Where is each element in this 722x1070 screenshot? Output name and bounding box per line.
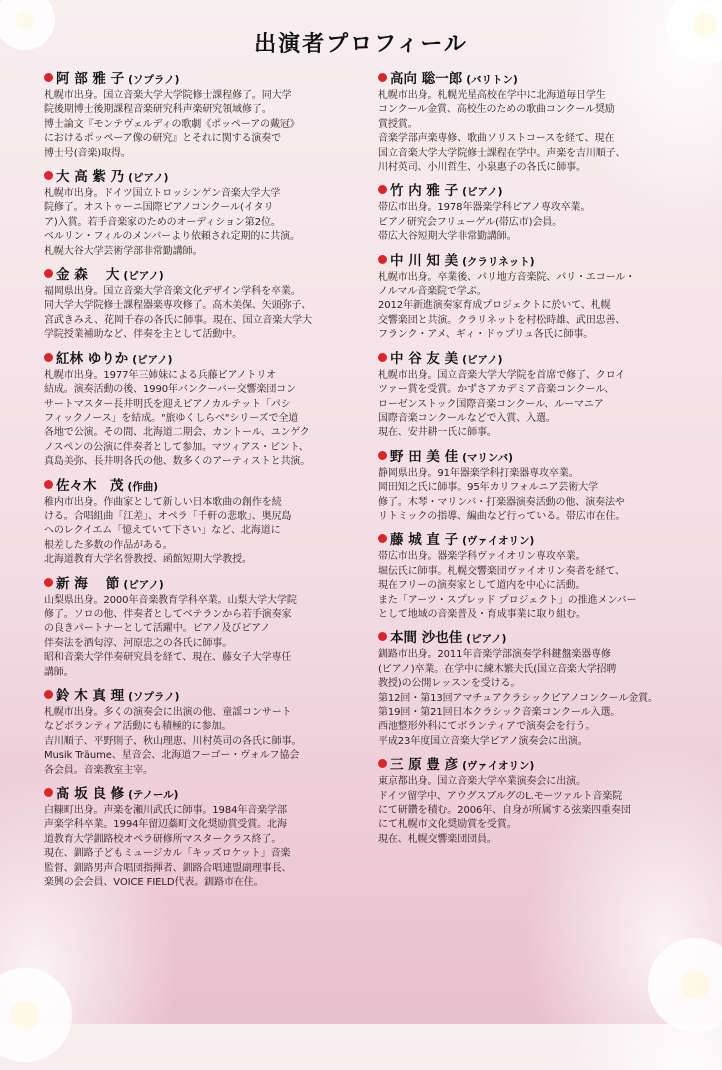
text-line: 交響楽団と共演。クラリネットを村松時雄、武田忠善、 (378, 314, 626, 326)
performer-name: 竹 内 雅 子 (390, 183, 459, 200)
performer-name: 本間 沙也佳 (390, 630, 463, 647)
right-column (378, 70, 700, 854)
text-line: 修了。木琴・マリンバ・打楽器演奏活動の他、演奏法や (378, 496, 625, 508)
text-line: フィックノース」を結成。"旅ゆくしらべ"シリーズで全道 (44, 412, 299, 424)
text-line: 西池整形外科にてボランティアで演奏会を行う。 (378, 721, 596, 733)
performer-name: 佐々木 茂 (56, 477, 124, 494)
profile-text (378, 467, 700, 525)
text-line: 帯広大谷短期大学非常勤講師。 (378, 231, 517, 243)
profile-text (378, 271, 700, 343)
text-line: 教授)の公開レッスンを受ける。 (378, 678, 521, 690)
bullet-icon (44, 578, 53, 587)
performer-role: (ソプラノ) (128, 691, 180, 703)
profile-text (378, 550, 700, 622)
performer-role: (ピアノ) (466, 633, 507, 646)
performer-name: 新 海 節 (56, 575, 120, 592)
text-line: Musik Träume、星音会、北海道フーゴー・ヴォルフ協会 (44, 750, 300, 762)
bullet-icon (378, 632, 387, 641)
profile-header (378, 756, 700, 775)
text-line: 各会員。音楽教室主宰。 (44, 764, 153, 776)
performer-role: (ヴァイオリン) (462, 760, 535, 773)
profile (378, 70, 700, 175)
bullet-icon (378, 185, 387, 194)
profile (44, 687, 366, 778)
text-line: 札幌市出身。国立音楽大学大学院修士課程修了。同大学 (44, 90, 292, 101)
bullet-icon (44, 353, 53, 362)
profile-header (44, 168, 366, 187)
bullet-icon (44, 269, 53, 278)
profile-header (378, 531, 700, 550)
profile (44, 168, 366, 259)
text-line: 講師。 (44, 666, 74, 678)
performer-name: 鈴 木 真 理 (56, 688, 125, 704)
profile-text (378, 369, 700, 441)
text-line: 稚内市出身。作曲家として新しい日本歌曲の創作を続 (44, 496, 282, 508)
bullet-icon (378, 255, 387, 264)
bullet-icon (378, 353, 387, 362)
text-line: として地域の音楽普及・育成事業に取り組む。 (378, 608, 586, 620)
profile-text (44, 706, 366, 778)
profile-header (378, 182, 700, 201)
performer-role: (ピアノ) (462, 353, 503, 366)
text-line: ドイツ留学中、アウグスブルグのL.モーツァルト音楽院 (378, 790, 623, 802)
profile (378, 448, 700, 525)
performer-role: (マリンバ) (462, 451, 513, 464)
text-line: 帯広市出身。1978年器楽学科ピアノ専攻卒業。 (378, 202, 591, 214)
text-line: 平成23年度国立音楽大学ピアノ演奏会に出演。 (378, 735, 588, 747)
text-line: におけるポッペーア像の研究』とそれに関する演奏で (44, 133, 282, 145)
performer-name: 金 森 大 (56, 267, 120, 284)
text-line: 楽興の会会員、VOICE FIELD代表。釧路市在住。 (44, 877, 264, 889)
text-line: 声楽学科卒業。1994年留辺蘂町文化奨励賞受賞。北海 (44, 819, 287, 831)
profile-text (44, 187, 366, 259)
bullet-icon (378, 73, 387, 82)
text-line: ノルマル音楽院で学ぶ。 (378, 286, 487, 298)
performer-name: 大 高 紫 乃 (56, 169, 125, 186)
profile (378, 756, 700, 847)
text-line: リトミックの指導、編曲など行っている。帯広市在住。 (378, 510, 626, 522)
profile-text (378, 89, 700, 175)
profile (44, 477, 366, 568)
text-line: 監督、釧路男声合唱団指揮者、釧路合唱連盟副理事長、 (44, 862, 292, 874)
text-line: 山梨県出身。2000年音楽教育学科卒業。山梨大学大学院 (44, 594, 297, 606)
text-line: 国際音楽コンクールなどで入賞、入選。 (378, 412, 556, 424)
profile-header (44, 477, 366, 496)
text-line: にて札幌市文化奨励賞を受賞。 (378, 819, 517, 831)
text-line: などボランティア活動にも積極的に参加。 (44, 721, 232, 733)
profile-header (44, 266, 366, 285)
text-line: 吉川順子、平野則子、秋山理恵、川村英司の各氏に師事。 (44, 735, 302, 747)
profile-header (378, 629, 700, 648)
text-line: 岡田知之氏に師事。95年カリフォルニア芸術大学 (378, 482, 598, 494)
text-line: (ピアノ)卒業。在学中に練木繁夫氏(国立音楽大学招聘 (378, 663, 617, 675)
performer-role: (ピアノ) (128, 172, 169, 185)
performer-role: (バリトン) (466, 74, 518, 86)
performer-role: (テノール) (128, 789, 179, 802)
text-line: 札幌市出身。ドイツ国立トロッシンゲン音楽大学大学 (44, 188, 281, 200)
performer-name: 紅林 ゆりか (56, 350, 129, 367)
text-line: 音楽学部声楽専修、歌曲ソリストコースを経て、現在 (378, 133, 615, 145)
text-line: へのレクイエム「憶えていて下さい」など、北海道に (44, 525, 281, 537)
text-line: 現在フリーの演奏家として道内を中心に活動。 (378, 580, 586, 592)
text-line: ローゼンストック国際音楽コンクール、ルーマニア (378, 398, 604, 410)
text-line: 静岡県出身。91年器楽学科打楽器専攻卒業。 (378, 467, 579, 479)
profile (44, 785, 366, 890)
text-line: 真島美弥、長井明各氏の他、数多くのアーティストと共演。 (44, 456, 311, 468)
bullet-icon (44, 788, 53, 797)
profile-header (378, 350, 700, 369)
bullet-icon (44, 480, 53, 489)
text-line: 現在、札幌交響楽団団員。 (378, 833, 497, 845)
text-line: 賞授賞。 (378, 118, 418, 130)
text-line: 堀伝氏に師事。札幌交響楽団ヴァイオリン奏者を経て、 (378, 565, 625, 577)
bullet-icon (378, 534, 387, 543)
performer-name: 中 谷 友 美 (390, 350, 459, 367)
text-line: 第12回・第13回アマチュアクラシックピアノコンクール金賞。 (378, 692, 658, 704)
profile-text (44, 89, 366, 161)
left-column (44, 70, 366, 897)
profile-header (44, 70, 366, 89)
text-line: 札幌市出身。多くの演奏会に出演の他、童謡コンサート (44, 707, 292, 718)
profile-header (378, 448, 700, 467)
performer-name: 藤 城 直 子 (390, 532, 459, 549)
performer-name: 阿 部 雅 子 (56, 71, 125, 87)
profile-header (378, 252, 700, 271)
profile-header (44, 687, 366, 706)
profile-text (44, 285, 366, 343)
text-line: 昭和音楽大学伴奏研究員を経て、現在、藤女子大学専任 (44, 652, 292, 664)
profile-header (44, 785, 366, 804)
text-line: 第19回・第21回日本クラシック音楽コンクール入選。 (378, 707, 621, 718)
text-line: 札幌市出身。卒業後、パリ地方音楽院、パリ・エコール・ (378, 271, 636, 283)
profile-text (378, 201, 700, 244)
profile (44, 575, 366, 680)
profile (378, 182, 700, 244)
text-line: 修了。ソロの他、伴奏者としてベテランから若手演奏家 (44, 608, 292, 620)
profile-text (378, 648, 700, 749)
bullet-icon (44, 73, 53, 82)
text-line: ノスペンの公演に伴奏者として参加。マツィアス・ピント、 (44, 441, 309, 453)
profile (378, 531, 700, 622)
page-title: 出演者プロフィール (254, 32, 468, 57)
performer-role: (ピアノ) (462, 186, 503, 199)
profile-text (44, 594, 366, 680)
performer-role: (ソプラノ) (128, 74, 180, 86)
text-line: 札幌市出身。1977年三姉妹による兵藤ピアノトリオ (44, 369, 277, 381)
text-line: 博士号(音楽)取得。 (44, 147, 131, 159)
text-line: 院後期博士後期課程音楽研究科声楽研究領域修了。 (44, 104, 272, 116)
text-line: 根差した多数の作品がある。 (44, 539, 173, 551)
text-line: 札幌大谷大学芸術学部非常勤講師。 (44, 245, 203, 257)
performer-role: (ピアノ) (132, 353, 173, 366)
text-line: ア)入賞。若手音楽家のためのオーディション第2位。 (44, 216, 281, 228)
text-line: 同大学大学院修士課程器楽専攻修了。高木美保、矢頭弥子、 (44, 300, 312, 312)
text-line: ベルリン・フィルのメンバーより依頼され定期的に共演。 (44, 231, 300, 243)
text-line: 学院授業補助など、伴奏を主として活動中。 (44, 329, 242, 341)
bullet-icon (44, 690, 53, 699)
performer-name: 野 田 美 佳 (390, 448, 459, 465)
performer-role: (ピアノ) (123, 270, 164, 283)
text-line: 現在、釧路子どもミュージカル「キッズロケット」音楽 (44, 848, 291, 860)
profile (44, 266, 366, 343)
profile-text (44, 804, 366, 890)
performer-name: 高向 聡一郎 (390, 71, 463, 87)
text-line: 帯広市出身。器楽学科ヴァイオリン専攻卒業。 (378, 551, 586, 563)
bullet-icon (44, 171, 53, 180)
text-line: にて研鑽を積む。2006年、自身が所属する弦楽四重奏団 (378, 805, 631, 817)
text-line: 道教育大学釧路校オペラ研修所マスタークラス終了。 (44, 833, 282, 845)
text-line: 札幌市出身。札幌光星高校在学中に北海道毎日学生 (378, 90, 606, 101)
text-line: 院修了。オストゥーニ国際ピアノコンクール(イタリ (44, 202, 274, 214)
profile-header (44, 350, 366, 369)
performer-name: 中 川 知 美 (390, 252, 459, 269)
text-line: ける。合唱組曲「江差」、オペラ「千軒の悲歌」、奥尻島 (44, 510, 292, 522)
bullet-icon (378, 759, 387, 768)
text-line: 川村英司、小川哲生、小泉惠子の各氏に師事。 (378, 162, 586, 174)
flower-decoration (0, 960, 80, 1070)
profile-header (44, 575, 366, 594)
performer-role: (クラリネット) (462, 255, 535, 268)
text-line: サートマスター長井明氏を迎えピアノカルテット「パシ (44, 398, 291, 410)
text-line: 白糠町出身。声楽を瀬川武氏に師事。1984年音楽学部 (44, 805, 287, 817)
profile (378, 252, 700, 343)
performer-role: (作曲) (127, 480, 159, 493)
text-line: コンクール金賞、高校生のための歌曲コンクール奨励 (378, 104, 615, 116)
text-line: 国立音楽大学大学院修士課程在学中。声楽を吉川順子、 (378, 147, 626, 159)
performer-name: 三 原 豊 彦 (390, 757, 459, 774)
profile-header (378, 70, 700, 89)
profile-text (44, 369, 366, 470)
text-line: 2012年新進演奏家育成プロジェクトに於いて、札幌 (378, 300, 611, 312)
profile (378, 629, 700, 749)
performer-role: (ピアノ) (123, 578, 164, 591)
performer-name: 髙 坂 良 修 (56, 786, 125, 803)
text-line: フランク・アメ、ギィ・ドゥプリュ各氏に師事。 (378, 329, 594, 341)
text-line: ピアノ研究会フリューゲル(帯広市)会員。 (378, 216, 563, 228)
bullet-icon (378, 451, 387, 460)
text-line: 伴奏法を酒匂淳、河原忠之の各氏に師事。 (44, 637, 233, 649)
text-line: 各地で公演。その間、北海道二期会、カントール、ユンゲク (44, 427, 310, 439)
text-line: ツァー賞を受賞。かずさアカデミア音楽コンクール、 (378, 384, 615, 396)
text-line: 北海道教育大学名誉教授、函館短期大学教授。 (44, 554, 252, 566)
text-line: 東京都出身。国立音楽大学卒業演奏会に出演。 (378, 776, 586, 788)
text-line: また「アーツ・スプレッド プロジェクト」の推進メンバー (378, 594, 637, 606)
text-line: 宮武きみえ、花岡千春の各氏に師事。現在、国立音楽大学大 (44, 314, 312, 326)
text-line: の良きパートナーとして活躍中。ピアノ及びピアノ (44, 623, 271, 635)
text-line: 福岡県出身。国立音楽大学音楽文化デザイン学科を卒業。 (44, 286, 301, 298)
profile (44, 350, 366, 470)
profile-text (44, 496, 366, 568)
text-line: 結成。演奏活動の後、1990年バンクーバー交響楽団コン (44, 384, 297, 396)
profile (378, 350, 700, 441)
performer-role: (ヴァイオリン) (462, 535, 535, 548)
profile-text (378, 775, 700, 847)
text-line: 釧路市出身。2011年音楽学部演奏学科鍵盤楽器専修 (378, 649, 611, 661)
text-line: 札幌市出身。国立音楽大学大学院を首席で修了、クロイ (378, 369, 626, 381)
text-line: 博士論文『モンテヴェルディの歌劇《ポッペーアの戴冠》 (44, 118, 300, 130)
text-line: 現在、安井耕一氏に師事。 (378, 427, 497, 439)
profile (44, 70, 366, 161)
